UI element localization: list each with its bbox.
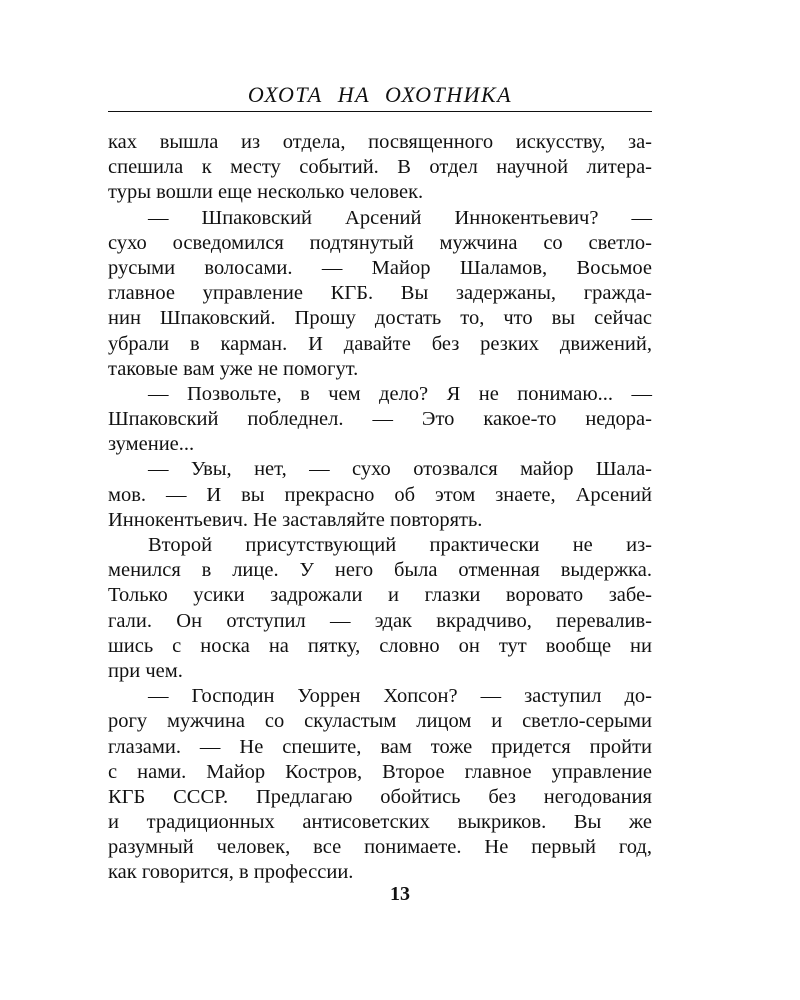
- text-line: как говорится, в профессии.: [108, 861, 354, 884]
- running-head: ОХОТА НА ОХОТНИКА: [247, 82, 513, 107]
- text-line: зумение...: [108, 433, 195, 456]
- text-line: разумный человек, все понимаете. Не первый год,: [108, 836, 652, 859]
- page-number: 13: [390, 883, 410, 905]
- text-line: убрали в карман. И давайте без резких движений,: [108, 332, 652, 355]
- text-line: Только усики задрожали и глазки воровато забе-: [108, 584, 652, 607]
- text-line: русыми волосами. — Майор Шаламов, Восьмое: [108, 256, 652, 279]
- text-line: мов. — И вы прекрасно об этом знаете, Арсений: [108, 483, 652, 506]
- text-line: с нами. Майор Костров, Второе главное управление: [108, 760, 652, 783]
- text-line: сухо осведомился подтянутый мужчина со светло-: [108, 231, 652, 254]
- text-line: шись с носка на пятку, словно он тут вообще ни: [108, 634, 652, 657]
- text-line: таковые вам уже не помогут.: [108, 357, 359, 380]
- text-line: — Шпаковский Арсений Иннокентьевич? —: [148, 206, 652, 229]
- text-line: глазами. — Не спешите, вам тоже придется пройти: [108, 735, 652, 758]
- text-line: гали. Он отступил — эдак вкрадчиво, перевалив-: [108, 609, 652, 632]
- text-line: туры вошли еще несколько человек.: [108, 181, 424, 204]
- header-rule: [108, 111, 652, 112]
- text-line: КГБ СССР. Предлагаю обойтись без негодования: [108, 785, 652, 808]
- text-line: — Позвольте, в чем дело? Я не понимаю... —: [148, 382, 652, 405]
- text-line: нин Шпаковский. Прошу достать то, что вы сейчас: [108, 307, 652, 330]
- text-line: ках вышла из отдела, посвященного искусству, за-: [108, 131, 652, 153]
- text-line: главное управление КГБ. Вы задержаны, гражда-: [108, 282, 652, 305]
- text-line: и традиционных антисоветских выкриков. Вы же: [108, 811, 652, 834]
- text-line: менился в лице. У него была отменная выдержка.: [108, 559, 652, 582]
- body-text: [108, 130, 652, 886]
- text-line: — Господин Уоррен Хопсон? — заступил до-: [148, 685, 652, 708]
- text-line: — Увы, нет, — сухо отозвался майор Шала-: [148, 458, 652, 481]
- text-line: спешила к месту событий. В отдел научной литера-: [108, 156, 652, 179]
- text-line: Иннокентьевич. Не заставляйте повторять.: [108, 508, 483, 531]
- text-line: Второй присутствующий практически не из-: [148, 534, 652, 556]
- text-line: при чем.: [108, 659, 183, 682]
- text-line: Шпаковский побледнел. — Это какое-то недора-: [108, 408, 652, 431]
- text-line: рогу мужчина со скуластым лицом и светло-серыми: [108, 710, 652, 733]
